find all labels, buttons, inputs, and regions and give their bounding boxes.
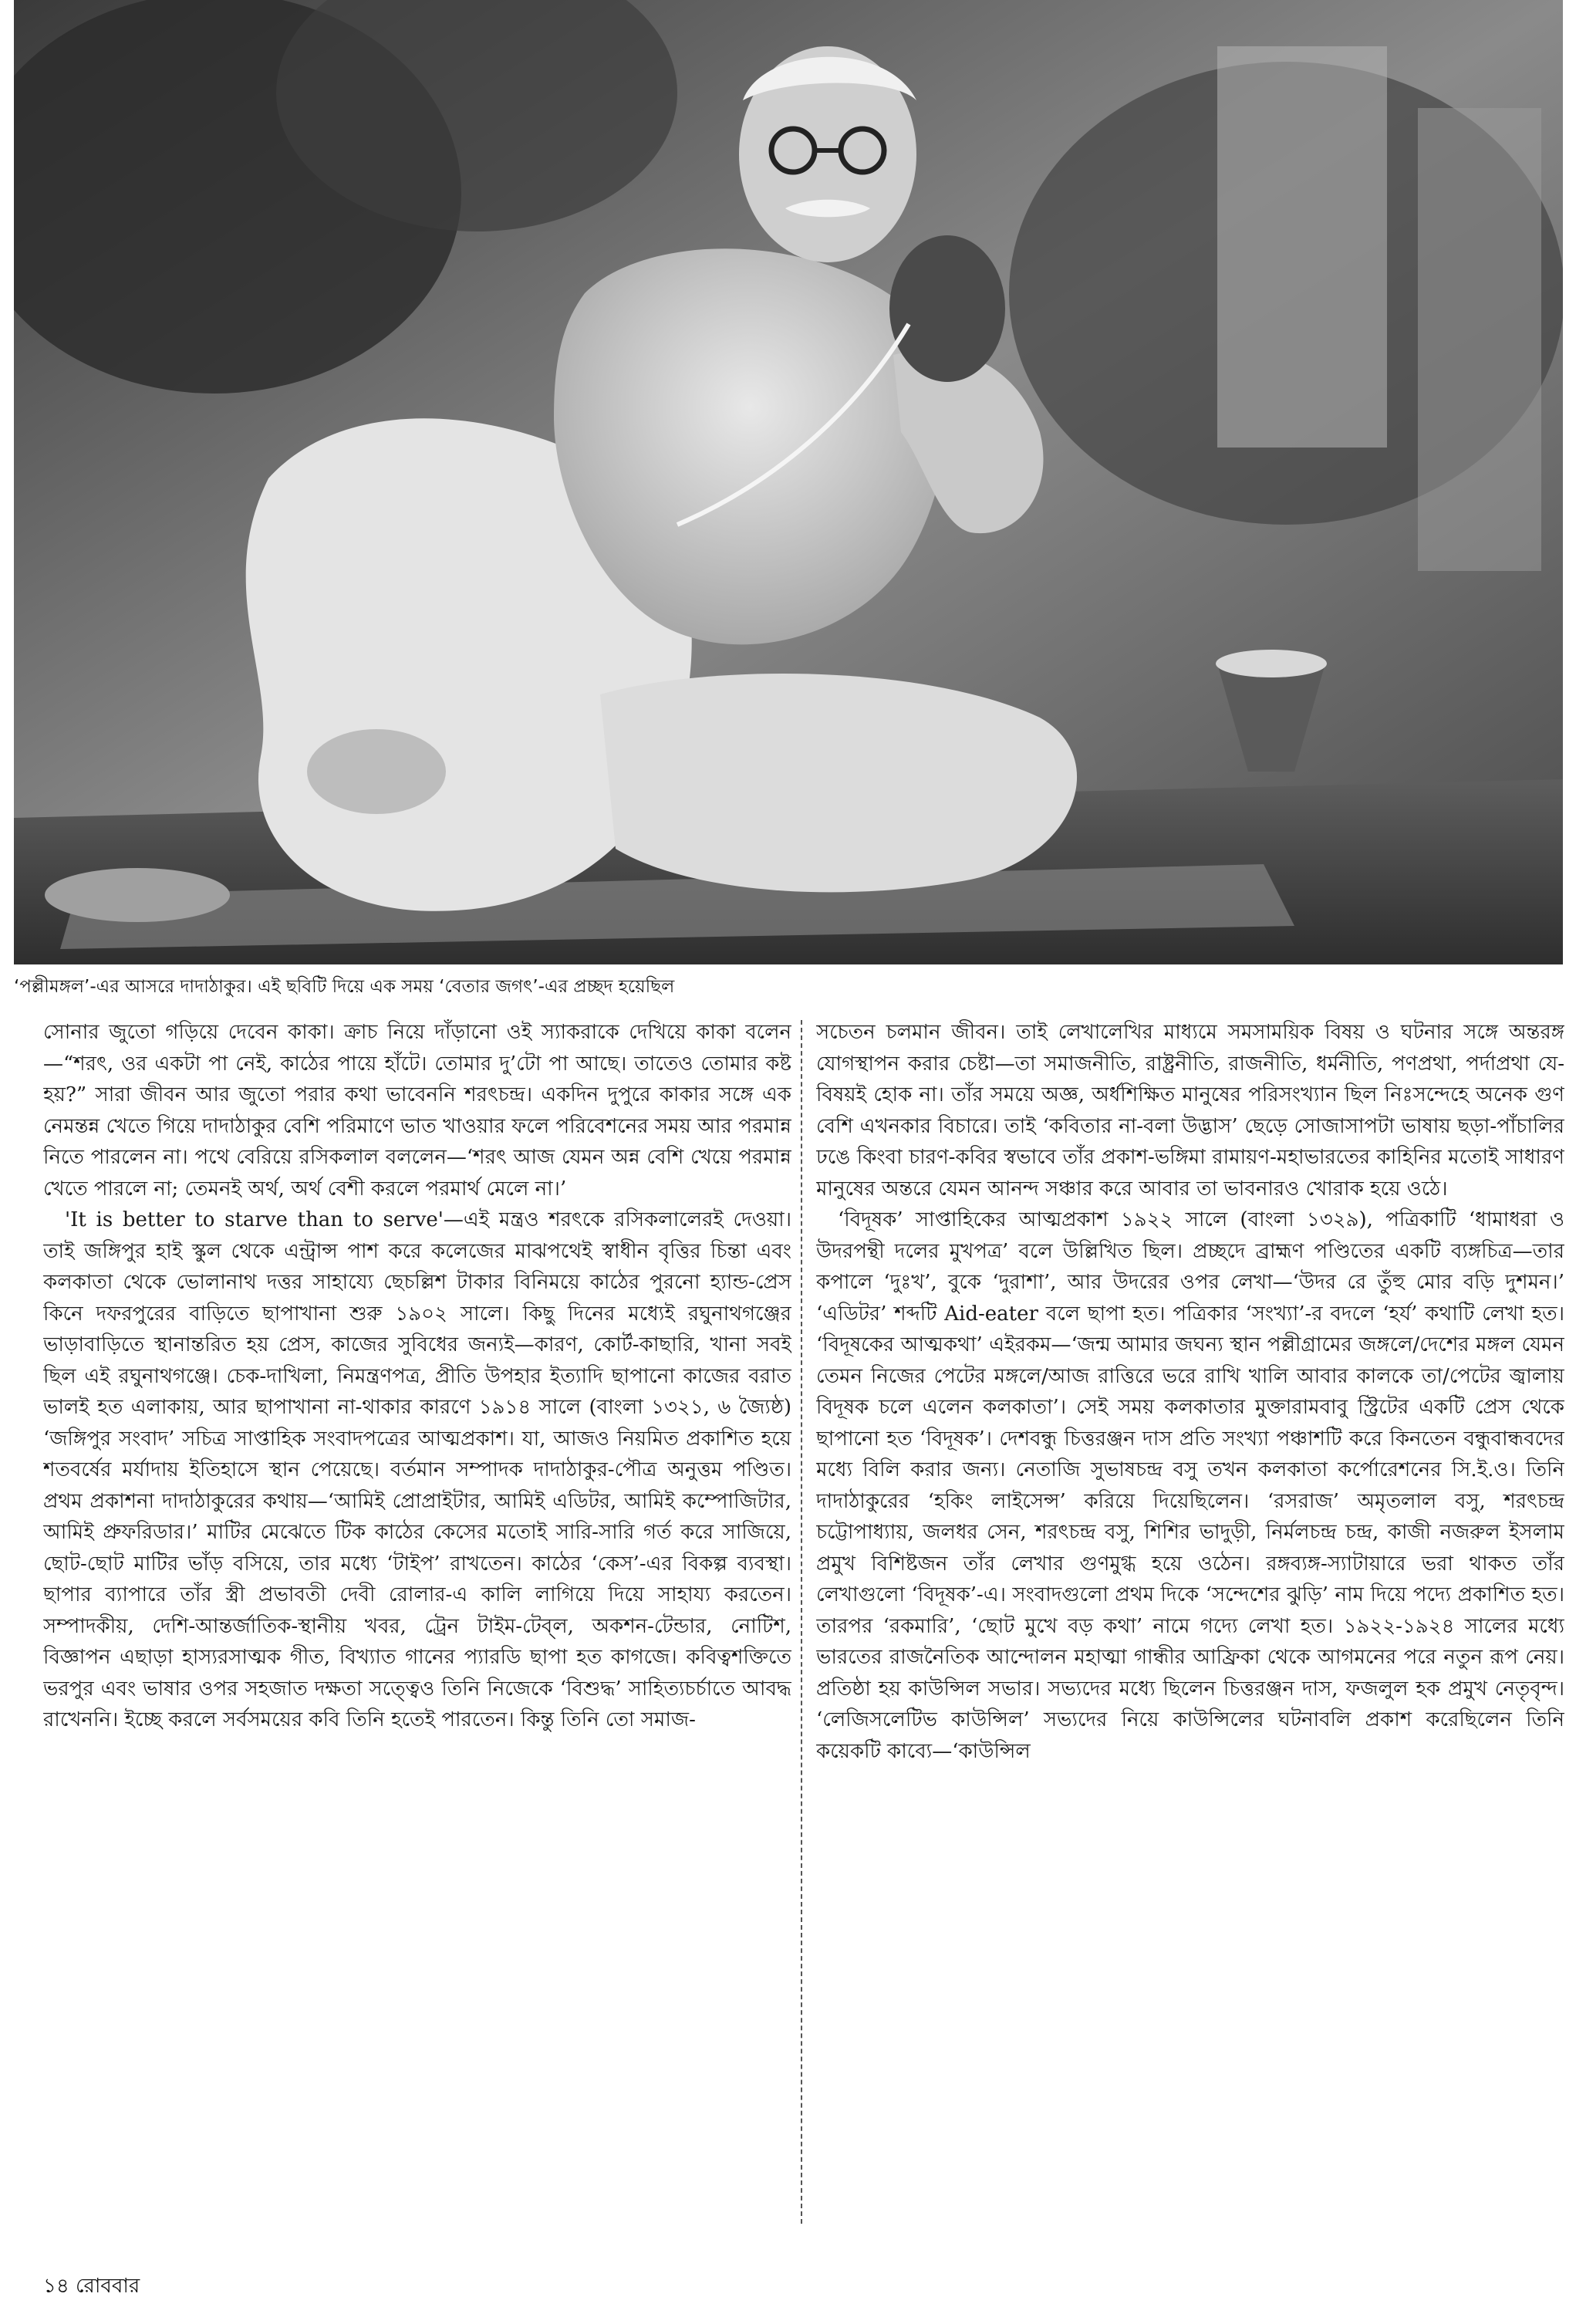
- article-photo: [14, 0, 1563, 964]
- paragraph: সচেতন চলমান জীবন। তাই লেখালেখির মাধ্যমে সমসাময়িক বিষয় ও ঘটনার সঙ্গে অন্তরঙ্গ যোগস্থাপন করার চেষ্টা—তা সমাজনীতি, রাষ্ট্রনীতি, রাজনীতি, ধর্মনীতি, পণপ্রথা, পর্দাপ্রথা যে-বিষয়ই হোক না। তাঁর সময়ে অজ্ঞ, অর্ধশিক্ষিত মানুষের পরিসংখ্যান ছিল নিঃসন্দেহে অনেক গুণ বেশি এখনকার বিচারে। তাই ‘কবিতার না-বলা উদ্ভাস’ ছেড়ে সোজাসাপটা ভাষায় ছড়া-পাঁচালির ঢঙে কিংবা চারণ-কবির স্বভাবে তাঁর প্রকাশ-ভঙ্গিমা রামায়ণ-মহাভারতের কাহিনির মতোই সাধারণ মানুষের অন্তরে যেমন আনন্দ সঞ্চার করে আবার তা ভাবনারও খোরাক হয়ে ওঠে।: [816, 1021, 1564, 1201]
- paragraph: ‘বিদূষক’ সাপ্তাহিকের আত্মপ্রকাশ ১৯২২ সালে (বাংলা ১৩২৯), পত্রিকাটি ‘ধামাধরা ও উদরপন্থী দলের মুখপত্র’ বলে উল্লিখিত ছিল। প্রচ্ছদে ব্রাহ্মণ পণ্ডিতের একটি ব্যঙ্গচিত্র—তার কপালে ‘দুঃখ’, বুকে ‘দুরাশা’, আর উদরের ওপর লেখা—‘উদর রে তুঁহু মোর বড়ি দুশমন।’ ‘এডিটর’ শব্দটি Aid-eater বলে ছাপা হত। পত্রিকার ‘সংখ্যা’-র বদলে ‘হর্য’ কথাটি লেখা হত। ‘বিদূষকের আত্মকথা’ এইরকম—‘জন্ম আমার জঘন্য স্থান পল্লীগ্রামের জঙ্গলে/দেশের মঙ্গল যেমন তেমন নিজের পেটের মঙ্গলে/আজ রাত্তিরে ভরে রাখি খালি আবার কালকে তা/পেটের জ্বালায় বিদূষক চলে এলেন কলকাতা’। সেই সময় কলকাতার মুক্তারামবাবু স্ট্রিটের একটি প্রেস থেকে ছাপানো হত ‘বিদূষক’। দেশবন্ধু চিত্তরঞ্জন দাস প্রতি সংখ্যা পঞ্চাশটি করে কিনতেন বন্ধুবান্ধবদের মধ্যে বিলি করার জন্য। নেতাজি সুভাষচন্দ্র বসু তখন কলকাতা কর্পোরেশনের সি.ই.ও। তিনি দাদাঠাকুরের ‘হকিং লাইসেন্স’ করিয়ে দিয়েছিলেন। ‘রসরাজ’ অমৃতলাল বসু, শরৎচন্দ্র চট্টোপাধ্যায়, জলধর সেন, শরৎচন্দ্র বসু, শিশির ভাদুড়ী, নির্মলচন্দ্র চন্দ্র, কাজী নজরুল ইসলাম প্রমুখ বিশিষ্টজন তাঁর লেখার গুণমুগ্ধ হয়ে ওঠেন। রঙ্গব্যঙ্গ-স্যাটায়ারে ভরা থাকত তাঁর লেখাগুলো ‘বিদূষক’-এ। সংবাদগুলো প্রথম দিকে ‘সন্দেশের ঝুড়ি’ নাম দিয়ে পদ্যে প্রকাশিত হত। তারপর ‘রকমারি’, ‘ছোট মুখে বড় কথা’ নামে গদ্যে লেখা হত। ১৯২২-১৯২৪ সালের মধ্যে ভারতের রাজনৈতিক আন্দোলন মহাত্মা গান্ধীর আফ্রিকা থেকে আগমনের পরে নতুন রূপ নেয়। প্রতিষ্ঠা হয় কাউন্সিল সভার। সভ্যদের মধ্যে ছিলেন চিত্তরঞ্জন দাস, ফজলুল হক প্রমুখ নেতৃবৃন্দ। ‘লেজিসলেটিভ কাউন্সিল’ সভ্যদের নিয়ে কাউন্সিলের ঘটনাবলি প্রকাশ করেছিলেন তিনি কয়েকটি কাব্যে—‘কাউন্সিল: [816, 1208, 1564, 1763]
- photo-icon: [14, 0, 1563, 964]
- paragraph: 'It is better to starve than to serve'—এই মন্ত্রও শরৎকে রসিকলালেরই দেওয়া। তাই জঙ্গিপুর হাই স্কুল থেকে এন্ট্রান্স পাশ করে কলেজের মাঝপথেই স্বাধীন বৃত্তির চিন্তা এবং কলকাতা থেকে ভোলানাথ দত্তর সাহায্যে ছেচল্লিশ টাকার বিনিময়ে কাঠের পুরনো হ্যান্ড-প্রেস কিনে দফরপুরের বাড়িতে ছাপাখানা শুরু ১৯০২ সালে। কিছু দিনের মধ্যেই রঘুনাথগঞ্জের ভাড়াবাড়িতে স্থানান্তরিত হয় প্রেস, কাজের সুবিধের জন্যই—কারণ, কোর্ট-কাছারি, খানা সবই ছিল এই রঘুনাথগঞ্জে। চেক-দাখিলা, নিমন্ত্রণপত্র, প্রীতি উপহার ইত্যাদি ছাপানো কাজের বরাত ভালই হত এলাকায়, আর ছাপাখানা না-থাকার কারণে ১৯১৪ সালে (বাংলা ১৩২১, ৬ জ্যৈষ্ঠ) ‘জঙ্গিপুর সংবাদ’ সচিত্র সাপ্তাহিক সংবাদপত্রের আত্মপ্রকাশ। যা, আজও নিয়মিত প্রকাশিত হয়ে শতবর্ষের মর্যাদায় ইতিহাসে স্থান পেয়েছে। বর্তমান সম্পাদক দাদাঠাকুর-পৌত্র অনুত্তম পণ্ডিত। প্রথম প্রকাশনা দাদাঠাকুরের কথায়—‘আমিই প্রোপ্রাইটার, আমিই এডিটর, আমিই কম্পোজিটার, আমিই প্রুফরিডার।’ মাটির মেঝেতে টিক কাঠের কেসের মতোই সারি-সারি গর্ত করে সাজিয়ে, ছোট-ছোট মাটির ভাঁড় বসিয়ে, তার মধ্যে ‘টাইপ’ রাখতেন। কাঠের ‘কেস’-এর বিকল্প ব্যবস্থা। ছাপার ব্যাপারে তাঁর স্ত্রী প্রভাবতী দেবী রোলার-এ কালি লাগিয়ে দিয়ে সাহায্য করতেন। সম্পাদকীয়, দেশি-আন্তর্জাতিক-স্থানীয় খবর, ট্রেন টাইম-টেব্‌ল, অকশন-টেন্ডার, নোটিশ, বিজ্ঞাপন এছাড়া হাস্যরসাত্মক গীত, বিখ্যাত গানের প্যারডি ছাপা হত কাগজে। কবিত্বশক্তিতে ভরপুর এবং ভাষার ওপর সহজাত দক্ষতা সত্ত্বেও তিনি নিজেকে ‘বিশুদ্ধ’ সাহিত্যচর্চাতে আবদ্ধ রাখেননি। ইচ্ছে করলে সর্বসময়ের কবি তিনি হতেই পারতেন। কিন্তু তিনি তো সমাজ-: [43, 1208, 791, 1731]
- column-divider: [801, 1020, 802, 2224]
- page-folio: ১৪ রোববার: [43, 2275, 140, 2298]
- article-column-left: [43, 1017, 791, 2251]
- article-column-right: [816, 1017, 1564, 2251]
- photo-caption: ‘পল্লীমঙ্গল’-এর আসরে দাদাঠাকুর। এই ছবিটি দিয়ে এক সময় ‘বেতার জগৎ’-এর প্রচ্ছদ হয়েছিল: [14, 977, 675, 997]
- paragraph: সোনার জুতো গড়িয়ে দেবেন কাকা। ক্রাচ নিয়ে দাঁড়ানো ওই স্যাকরাকে দেখিয়ে কাকা বলেন—“শরৎ, ওর একটা পা নেই, কাঠের পায়ে হাঁটে। তোমার দু’টো পা আছে। তাতেও তোমার কষ্ট হয়?” সারা জীবন আর জুতো পরার কথা ভাবেননি শরৎচন্দ্র। একদিন দুপুরে কাকার সঙ্গে এক নেমন্তন্ন খেতে গিয়ে দাদাঠাকুর বেশি পরিমাণে ভাত খাওয়ার ফলে পরিবেশনের সময় আর পরমান্ন নিতে পারলেন না। পথে বেরিয়ে রসিকলাল বললেন—‘শরৎ আজ যেমন অন্ন বেশি খেয়ে পরমান্ন খেতে পারলে না; তেমনই অর্থ, অর্থ বেশী করলে পরমার্থ মেলে না।’: [43, 1021, 791, 1201]
